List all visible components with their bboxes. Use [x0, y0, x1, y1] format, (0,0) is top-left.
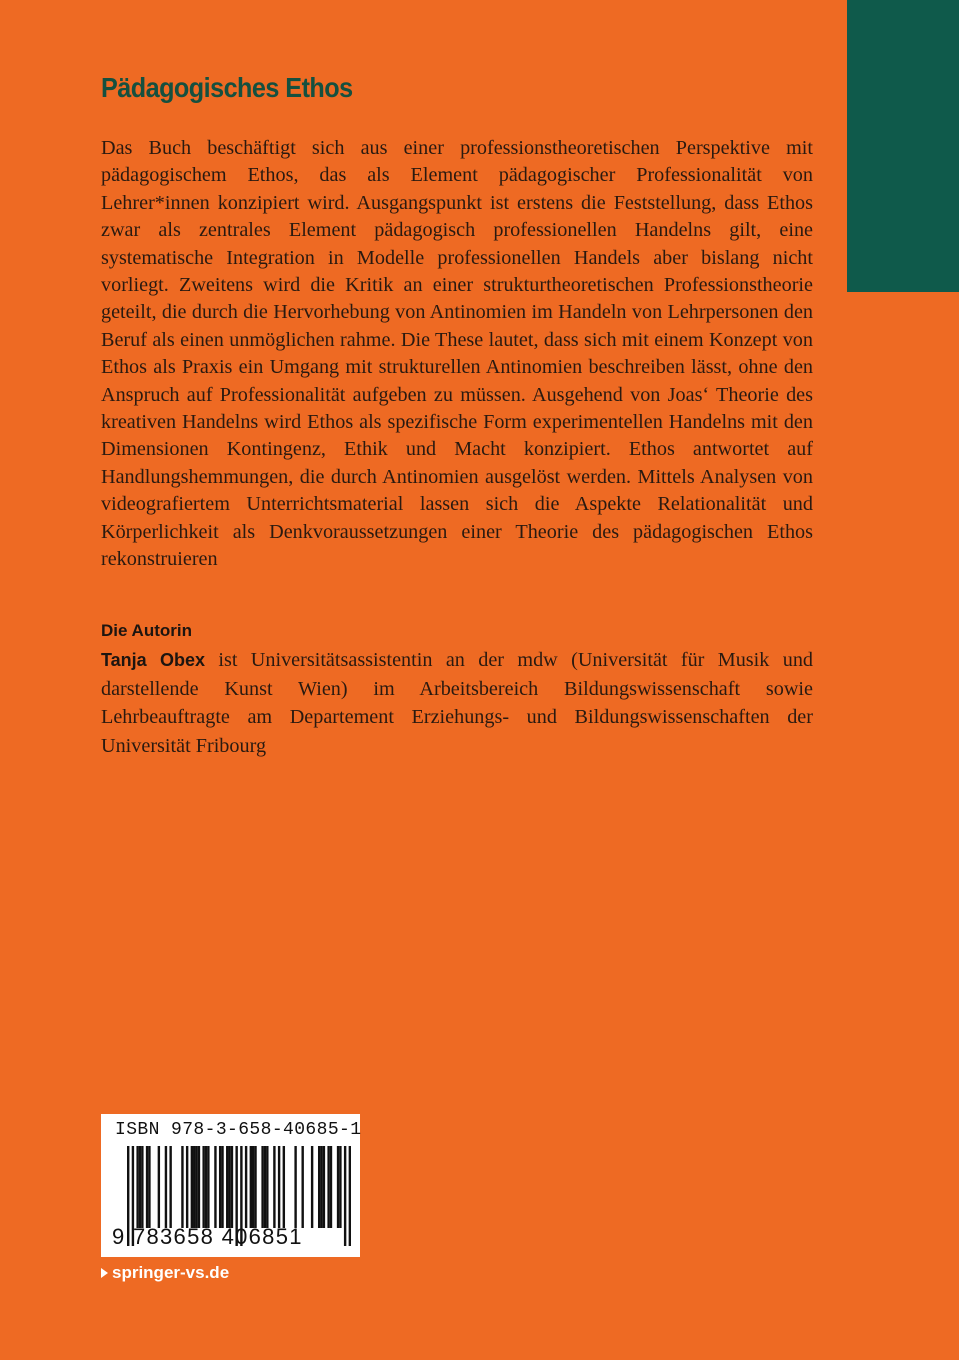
barcode-bar — [202, 1146, 204, 1228]
barcode-bar — [195, 1146, 197, 1228]
book-title: Pädagogisches Ethos — [101, 72, 353, 103]
barcode-bar — [278, 1146, 280, 1228]
author-bio — [101, 646, 813, 760]
barcode-digits: 9 783658 406851 — [112, 1224, 303, 1249]
author-bio-text: ist Universitätsassistentin an der mdw (Universität für Musik und darstellende Kunst Wien) im Arbeitsbereich Bildungswissenschaft sowie Lehrbeauftragte am Departement Erziehungs- und Bildungswissenschaften der Universität Fribourg — [101, 649, 814, 757]
barcode-bar — [311, 1146, 313, 1228]
corner-color-block — [847, 0, 959, 292]
barcode-bar — [318, 1146, 320, 1228]
barcode-bar — [139, 1146, 141, 1228]
barcode-bar — [158, 1146, 160, 1228]
barcode-bar — [320, 1146, 322, 1228]
barcode-bar — [191, 1146, 193, 1228]
barcode-bar — [344, 1146, 346, 1246]
barcode-bar — [266, 1146, 268, 1228]
barcode-bar — [228, 1146, 230, 1228]
author-name: Tanja Obex — [101, 650, 206, 670]
barcode-bar — [165, 1146, 167, 1228]
barcode-bar — [330, 1146, 332, 1228]
barcode-bar — [349, 1146, 351, 1246]
barcode-bar — [250, 1146, 252, 1228]
barcode-bar — [205, 1146, 207, 1228]
isbn-barcode-box — [101, 1114, 360, 1257]
barcode-bar — [136, 1146, 138, 1228]
barcode-bar — [261, 1146, 263, 1228]
barcode-bar — [323, 1146, 325, 1228]
barcode-bar — [327, 1146, 329, 1228]
barcode-bar — [219, 1146, 221, 1228]
barcode-bar — [146, 1146, 148, 1228]
barcode-bar — [198, 1146, 200, 1228]
barcode-bar — [254, 1146, 256, 1228]
barcode-bar — [273, 1146, 275, 1228]
publisher-link[interactable] — [101, 1263, 229, 1283]
barcode-bar — [283, 1146, 285, 1228]
barcode-bar — [221, 1146, 223, 1228]
publisher-url: springer-vs.de — [112, 1263, 230, 1282]
barcode-bar — [226, 1146, 228, 1228]
barcode-bar — [252, 1146, 254, 1228]
barcode-bar — [301, 1146, 303, 1228]
barcode-bar — [207, 1146, 209, 1228]
barcode-bar — [148, 1146, 150, 1228]
barcode-bar — [214, 1146, 216, 1228]
barcode-bar — [294, 1146, 296, 1228]
author-heading: Die Autorin — [101, 621, 192, 640]
barcode-bar — [337, 1146, 339, 1228]
barcode-bar — [193, 1146, 195, 1228]
barcode-bar — [339, 1146, 341, 1228]
isbn-label: ISBN 978-3-658-40685-1 — [115, 1120, 362, 1140]
barcode-bar — [231, 1146, 233, 1228]
book-description: Das Buch beschäftigt sich aus einer professionstheoretischen Perspektive mit pädagogischem Ethos, das als Element pädagogischer Professionalität von Lehrer*innen konzipiert wird. Ausgangspunkt ist erstens die Feststellung, dass Ethos zwar als zentrales Element pädagogisch professionellen Handelns gilt, eine systematische Integration in Modelle professionellen Handels aber bislang nicht vorliegt. Zweitens wird die Kritik an einer strukturtheoretischen Professionstheorie geteilt, die durch die Hervorhebung von Antinomien im Handeln von Lehrpersonen den Beruf als einen unmöglichen rahme. Die These lautet, dass sich mit einem Konzept von Ethos als Praxis ein Umgang mit strukturellen Antinomien beschreiben lässt, ohne den Anspruch auf Professionalität aufgeben zu müssen. Ausgehend von Joas‘ Theorie des kreativen Handelns wird Ethos als spezifische Form experimentellen Handelns mit den Dimensionen Kontingenz, Ethik und Macht konzipiert. Ethos antwortet auf Handlungshemmungen, die durch Antinomien ausgelöst werden. Mittels Analysen von videografiertem Unterrichtsmaterial lassen sich die Aspekte Relationalität und Körperlichkeit als Denkvoraussetzungen einer Theorie des pädagogischen Ethos rekonstruieren — [101, 137, 813, 571]
barcode-bar — [169, 1146, 171, 1228]
barcode-bar — [264, 1146, 266, 1228]
barcode-bar — [186, 1146, 188, 1228]
barcode-bar — [141, 1146, 143, 1228]
barcode-bar — [245, 1146, 247, 1228]
arrow-right-icon — [101, 1268, 108, 1278]
barcode-bar — [181, 1146, 183, 1228]
